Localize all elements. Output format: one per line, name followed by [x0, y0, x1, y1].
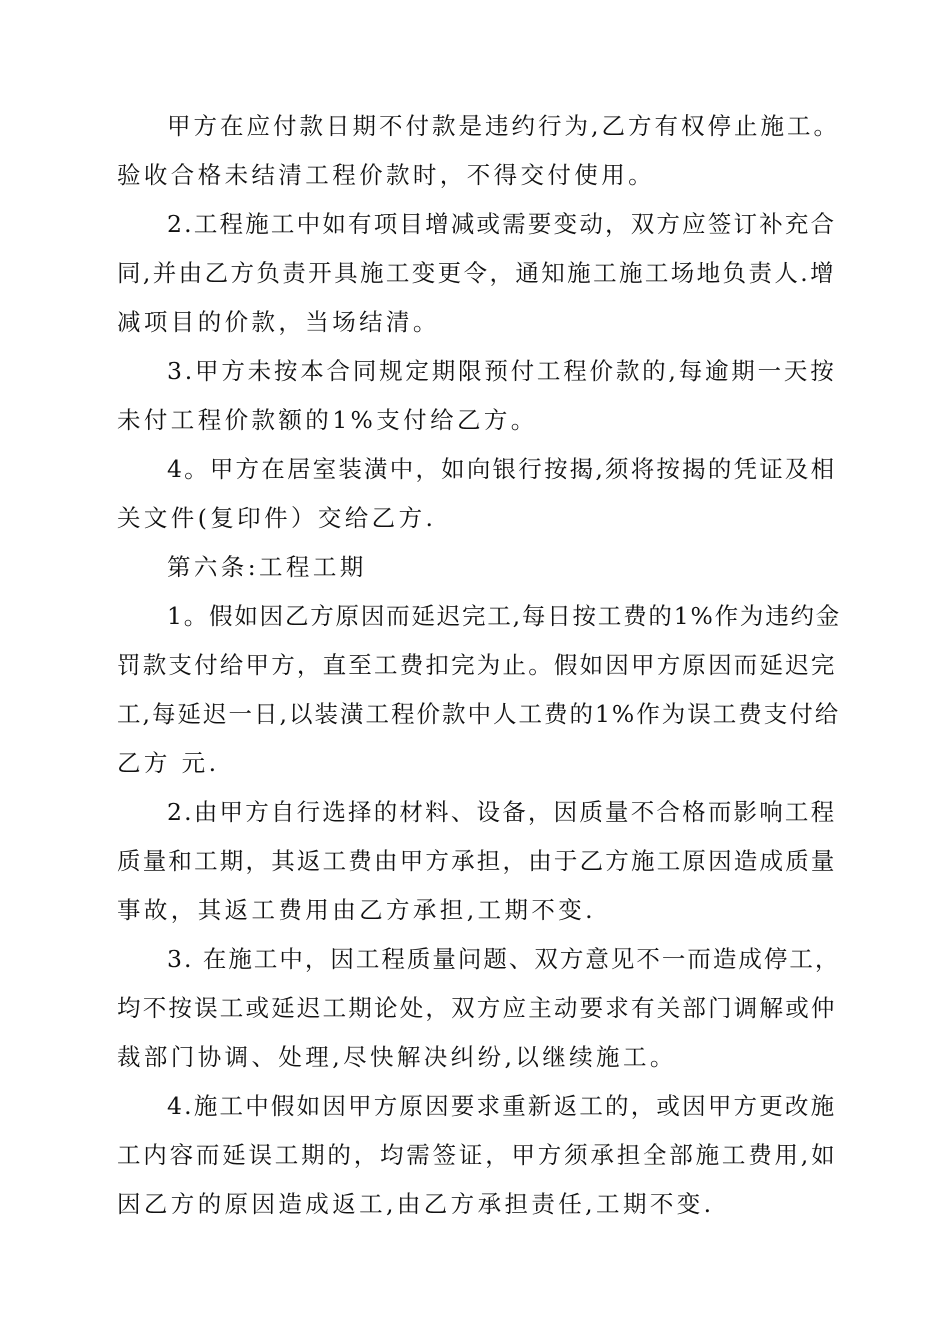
text-line: 质量和工期，其返工费由甲方承担，由于乙方施工原因造成质量: [117, 847, 837, 875]
text-line: 工,每延迟一日,以装潢工程价款中人工费的1%作为误工费支付给: [117, 700, 841, 728]
text-line: 同,并由乙方负责开具施工变更令，通知施工施工场地负责人.增: [117, 259, 837, 287]
text-line: 罚款支付给甲方，直至工费扣完为止。假如因甲方原因而延迟完: [117, 651, 837, 679]
document-body: [117, 102, 841, 1229]
text-line: 事故，其返工费用由乙方承担,工期不变.: [117, 896, 597, 924]
text-line: 未付工程价款额的1%支付给乙方。: [117, 406, 538, 434]
text-line: 1。假如因乙方原因而延迟完工,每日按工费的1%作为违约金: [167, 602, 842, 630]
text-line: 因乙方的原因造成返工,由乙方承担责任,工期不变.: [117, 1190, 715, 1218]
text-line: 4.施工中假如因甲方原因要求重新返工的，或因甲方更改施: [167, 1092, 837, 1120]
text-line: 2.工程施工中如有项目增减或需要变动，双方应签订补充合: [167, 210, 837, 238]
text-line: 裁部门协调、处理,尽快解决纠纷,以继续施工。: [117, 1043, 677, 1071]
text-line: 验收合格未结清工程价款时，不得交付使用。: [117, 161, 655, 189]
text-line: 2.由甲方自行选择的材料、设备，因质量不合格而影响工程: [167, 798, 837, 826]
text-line: 减项目的价款，当场结清。: [117, 308, 440, 336]
text-line: 3. 在施工中，因工程质量问题、双方意见不一而造成停工，: [167, 945, 841, 973]
text-line: 工内容而延误工期的，均需签证，甲方须承担全部施工费用,如: [117, 1141, 838, 1169]
text-line: 甲方在应付款日期不付款是违约行为,乙方有权停止施工。: [167, 112, 840, 140]
section-heading: 第六条:工程工期: [167, 553, 367, 581]
text-line: 均不按误工或延迟工期论处，双方应主动要求有关部门调解或仲: [117, 994, 837, 1022]
text-line: 乙方 元.: [117, 749, 220, 777]
text-line: 3.甲方未按本合同规定期限预付工程价款的,每逾期一天按: [167, 357, 837, 385]
text-line: 关文件(复印件）交给乙方.: [117, 504, 437, 532]
text-line: 4。甲方在居室装潢中，如向银行按揭,须将按揭的凭证及相: [167, 455, 837, 483]
